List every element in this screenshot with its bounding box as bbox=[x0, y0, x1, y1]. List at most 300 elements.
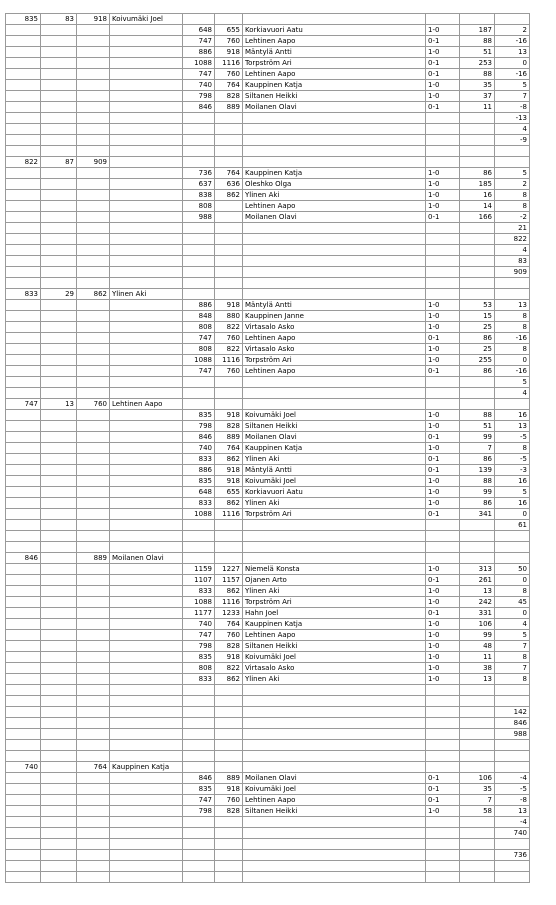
table-cell[interactable]: 86 bbox=[460, 333, 495, 344]
table-cell[interactable]: 1-0 bbox=[426, 586, 460, 597]
table-cell[interactable] bbox=[183, 124, 215, 135]
table-cell[interactable] bbox=[6, 476, 41, 487]
table-cell[interactable]: 764 bbox=[215, 168, 243, 179]
table-cell[interactable]: 13 bbox=[495, 421, 530, 432]
table-cell[interactable]: 1227 bbox=[215, 564, 243, 575]
table-cell[interactable] bbox=[183, 289, 215, 300]
table-cell[interactable] bbox=[41, 410, 77, 421]
table-cell[interactable] bbox=[6, 498, 41, 509]
table-cell[interactable] bbox=[495, 289, 530, 300]
table-cell[interactable]: 99 bbox=[460, 487, 495, 498]
table-cell[interactable] bbox=[110, 135, 183, 146]
table-cell[interactable] bbox=[460, 234, 495, 245]
table-cell[interactable] bbox=[77, 388, 110, 399]
table-cell[interactable] bbox=[41, 685, 77, 696]
table-cell[interactable]: 61 bbox=[495, 520, 530, 531]
table-cell[interactable]: 1-0 bbox=[426, 498, 460, 509]
table-cell[interactable]: 848 bbox=[183, 311, 215, 322]
table-cell[interactable]: Torpström Ari bbox=[243, 509, 426, 520]
table-cell[interactable] bbox=[77, 498, 110, 509]
table-cell[interactable]: 747 bbox=[183, 333, 215, 344]
table-cell[interactable]: Koivumäki Joel bbox=[243, 784, 426, 795]
table-cell[interactable] bbox=[6, 509, 41, 520]
table-cell[interactable]: 862 bbox=[215, 498, 243, 509]
table-cell[interactable] bbox=[243, 113, 426, 124]
table-cell[interactable] bbox=[41, 476, 77, 487]
table-cell[interactable] bbox=[243, 234, 426, 245]
table-cell[interactable]: Lehtinen Aapo bbox=[243, 36, 426, 47]
table-cell[interactable]: 1233 bbox=[215, 608, 243, 619]
table-cell[interactable] bbox=[215, 729, 243, 740]
table-cell[interactable] bbox=[77, 564, 110, 575]
table-cell[interactable] bbox=[6, 674, 41, 685]
table-cell[interactable]: 918 bbox=[215, 784, 243, 795]
table-cell[interactable] bbox=[460, 124, 495, 135]
table-cell[interactable] bbox=[110, 36, 183, 47]
table-cell[interactable]: 918 bbox=[215, 476, 243, 487]
table-cell[interactable]: Moilanen Olavi bbox=[243, 102, 426, 113]
table-cell[interactable]: 99 bbox=[460, 432, 495, 443]
table-cell[interactable]: 798 bbox=[183, 806, 215, 817]
table-cell[interactable] bbox=[110, 839, 183, 850]
table-cell[interactable] bbox=[110, 707, 183, 718]
table-cell[interactable] bbox=[6, 531, 41, 542]
table-cell[interactable] bbox=[183, 267, 215, 278]
table-cell[interactable] bbox=[77, 190, 110, 201]
table-cell[interactable]: 5 bbox=[495, 487, 530, 498]
table-cell[interactable] bbox=[215, 201, 243, 212]
table-cell[interactable] bbox=[41, 234, 77, 245]
table-cell[interactable] bbox=[215, 212, 243, 223]
table-cell[interactable]: Ylinen Aki bbox=[243, 586, 426, 597]
table-cell[interactable] bbox=[110, 443, 183, 454]
table-cell[interactable] bbox=[41, 465, 77, 476]
table-cell[interactable]: 1-0 bbox=[426, 652, 460, 663]
table-cell[interactable]: 53 bbox=[460, 300, 495, 311]
table-cell[interactable] bbox=[41, 333, 77, 344]
table-cell[interactable] bbox=[6, 256, 41, 267]
table-cell[interactable] bbox=[41, 751, 77, 762]
table-cell[interactable] bbox=[183, 872, 215, 883]
table-cell[interactable]: 1116 bbox=[215, 355, 243, 366]
table-cell[interactable] bbox=[41, 542, 77, 553]
table-cell[interactable]: 833 bbox=[183, 454, 215, 465]
table-cell[interactable]: 0 bbox=[495, 58, 530, 69]
table-cell[interactable]: 87 bbox=[41, 157, 77, 168]
table-cell[interactable]: 0-1 bbox=[426, 465, 460, 476]
table-cell[interactable] bbox=[6, 641, 41, 652]
table-cell[interactable]: 5 bbox=[495, 80, 530, 91]
table-cell[interactable]: 0-1 bbox=[426, 432, 460, 443]
table-cell[interactable]: 35 bbox=[460, 784, 495, 795]
table-cell[interactable]: Korkiavuori Aatu bbox=[243, 487, 426, 498]
table-cell[interactable] bbox=[183, 685, 215, 696]
table-cell[interactable] bbox=[41, 531, 77, 542]
table-cell[interactable] bbox=[110, 179, 183, 190]
table-cell[interactable] bbox=[6, 432, 41, 443]
table-cell[interactable] bbox=[6, 168, 41, 179]
table-cell[interactable]: 764 bbox=[215, 619, 243, 630]
table-cell[interactable] bbox=[460, 707, 495, 718]
table-cell[interactable] bbox=[110, 828, 183, 839]
table-cell[interactable] bbox=[41, 454, 77, 465]
table-cell[interactable] bbox=[77, 839, 110, 850]
table-cell[interactable]: Koivumäki Joel bbox=[243, 652, 426, 663]
table-cell[interactable] bbox=[110, 718, 183, 729]
table-cell[interactable]: 862 bbox=[215, 454, 243, 465]
table-cell[interactable]: 889 bbox=[215, 432, 243, 443]
table-cell[interactable]: 88 bbox=[460, 69, 495, 80]
table-cell[interactable] bbox=[495, 839, 530, 850]
table-cell[interactable] bbox=[77, 597, 110, 608]
table-cell[interactable] bbox=[215, 124, 243, 135]
table-cell[interactable]: 835 bbox=[183, 410, 215, 421]
table-cell[interactable] bbox=[426, 113, 460, 124]
table-cell[interactable] bbox=[110, 300, 183, 311]
table-cell[interactable] bbox=[41, 377, 77, 388]
table-cell[interactable] bbox=[41, 850, 77, 861]
table-cell[interactable] bbox=[6, 267, 41, 278]
table-cell[interactable] bbox=[6, 300, 41, 311]
table-cell[interactable]: -8 bbox=[495, 102, 530, 113]
table-cell[interactable] bbox=[77, 432, 110, 443]
table-cell[interactable] bbox=[426, 817, 460, 828]
table-cell[interactable]: 15 bbox=[460, 311, 495, 322]
table-cell[interactable] bbox=[41, 355, 77, 366]
table-cell[interactable] bbox=[183, 223, 215, 234]
table-cell[interactable] bbox=[6, 388, 41, 399]
table-cell[interactable] bbox=[495, 685, 530, 696]
table-cell[interactable]: 2 bbox=[495, 25, 530, 36]
table-cell[interactable] bbox=[6, 223, 41, 234]
table-cell[interactable] bbox=[110, 454, 183, 465]
table-cell[interactable]: 909 bbox=[495, 267, 530, 278]
table-cell[interactable] bbox=[110, 773, 183, 784]
table-cell[interactable]: 86 bbox=[460, 498, 495, 509]
table-cell[interactable]: 11 bbox=[460, 102, 495, 113]
table-cell[interactable] bbox=[77, 113, 110, 124]
table-cell[interactable] bbox=[41, 795, 77, 806]
table-cell[interactable] bbox=[41, 190, 77, 201]
table-cell[interactable] bbox=[426, 146, 460, 157]
table-cell[interactable] bbox=[110, 487, 183, 498]
table-cell[interactable] bbox=[495, 861, 530, 872]
table-cell[interactable] bbox=[243, 388, 426, 399]
table-cell[interactable] bbox=[110, 366, 183, 377]
table-cell[interactable]: 828 bbox=[215, 641, 243, 652]
table-cell[interactable]: 747 bbox=[183, 366, 215, 377]
table-cell[interactable] bbox=[41, 113, 77, 124]
table-cell[interactable]: Koivumäki Joel bbox=[243, 476, 426, 487]
table-cell[interactable]: 1-0 bbox=[426, 322, 460, 333]
table-cell[interactable]: 8 bbox=[495, 201, 530, 212]
table-cell[interactable] bbox=[6, 366, 41, 377]
table-cell[interactable] bbox=[41, 817, 77, 828]
table-cell[interactable]: -9 bbox=[495, 135, 530, 146]
table-cell[interactable] bbox=[6, 850, 41, 861]
table-cell[interactable] bbox=[6, 707, 41, 718]
table-cell[interactable] bbox=[41, 729, 77, 740]
table-cell[interactable] bbox=[41, 135, 77, 146]
table-cell[interactable]: 4 bbox=[495, 388, 530, 399]
table-cell[interactable]: 736 bbox=[183, 168, 215, 179]
table-cell[interactable] bbox=[243, 707, 426, 718]
table-cell[interactable] bbox=[215, 817, 243, 828]
table-cell[interactable] bbox=[243, 520, 426, 531]
table-cell[interactable] bbox=[77, 36, 110, 47]
table-cell[interactable]: 1116 bbox=[215, 58, 243, 69]
table-cell[interactable]: 13 bbox=[460, 586, 495, 597]
table-cell[interactable] bbox=[6, 102, 41, 113]
table-cell[interactable]: 1-0 bbox=[426, 630, 460, 641]
table-cell[interactable]: 86 bbox=[460, 168, 495, 179]
table-cell[interactable] bbox=[77, 344, 110, 355]
table-cell[interactable]: Lehtinen Aapo bbox=[243, 630, 426, 641]
table-cell[interactable] bbox=[77, 784, 110, 795]
table-cell[interactable]: 798 bbox=[183, 641, 215, 652]
table-cell[interactable] bbox=[110, 465, 183, 476]
table-cell[interactable]: 747 bbox=[183, 630, 215, 641]
table-cell[interactable] bbox=[215, 685, 243, 696]
table-cell[interactable] bbox=[495, 14, 530, 25]
table-cell[interactable] bbox=[77, 707, 110, 718]
table-cell[interactable]: 1107 bbox=[183, 575, 215, 586]
table-cell[interactable] bbox=[77, 685, 110, 696]
table-cell[interactable]: 8 bbox=[495, 344, 530, 355]
table-cell[interactable] bbox=[495, 740, 530, 751]
table-cell[interactable] bbox=[460, 850, 495, 861]
table-cell[interactable] bbox=[110, 388, 183, 399]
table-cell[interactable] bbox=[215, 278, 243, 289]
table-cell[interactable] bbox=[243, 850, 426, 861]
table-cell[interactable]: Moilanen Olavi bbox=[243, 212, 426, 223]
table-cell[interactable]: Ylinen Aki bbox=[243, 454, 426, 465]
table-cell[interactable] bbox=[243, 729, 426, 740]
table-cell[interactable] bbox=[215, 850, 243, 861]
table-cell[interactable] bbox=[77, 487, 110, 498]
table-cell[interactable] bbox=[6, 652, 41, 663]
table-cell[interactable]: 1-0 bbox=[426, 201, 460, 212]
table-cell[interactable] bbox=[77, 69, 110, 80]
table-cell[interactable] bbox=[41, 421, 77, 432]
table-cell[interactable]: 1-0 bbox=[426, 564, 460, 575]
table-cell[interactable] bbox=[77, 872, 110, 883]
table-cell[interactable] bbox=[110, 619, 183, 630]
table-cell[interactable] bbox=[6, 344, 41, 355]
table-cell[interactable]: Kauppinen Katja bbox=[243, 168, 426, 179]
table-cell[interactable]: 106 bbox=[460, 773, 495, 784]
table-cell[interactable] bbox=[41, 124, 77, 135]
table-cell[interactable] bbox=[243, 289, 426, 300]
table-cell[interactable]: 760 bbox=[215, 69, 243, 80]
table-cell[interactable]: 0 bbox=[495, 509, 530, 520]
table-cell[interactable] bbox=[110, 421, 183, 432]
table-cell[interactable] bbox=[110, 531, 183, 542]
table-cell[interactable]: 1-0 bbox=[426, 663, 460, 674]
table-cell[interactable]: 808 bbox=[183, 663, 215, 674]
table-cell[interactable]: 740 bbox=[495, 828, 530, 839]
table-cell[interactable] bbox=[110, 729, 183, 740]
table-cell[interactable]: 13 bbox=[495, 300, 530, 311]
table-cell[interactable] bbox=[243, 146, 426, 157]
table-cell[interactable]: 822 bbox=[6, 157, 41, 168]
table-cell[interactable] bbox=[215, 553, 243, 564]
table-cell[interactable]: 261 bbox=[460, 575, 495, 586]
table-cell[interactable]: 8 bbox=[495, 674, 530, 685]
table-cell[interactable] bbox=[110, 575, 183, 586]
table-cell[interactable]: 988 bbox=[183, 212, 215, 223]
table-cell[interactable] bbox=[243, 828, 426, 839]
table-cell[interactable] bbox=[77, 201, 110, 212]
table-cell[interactable] bbox=[6, 773, 41, 784]
table-cell[interactable] bbox=[243, 245, 426, 256]
table-cell[interactable]: 8 bbox=[495, 652, 530, 663]
table-cell[interactable] bbox=[77, 322, 110, 333]
table-cell[interactable]: 16 bbox=[495, 498, 530, 509]
table-cell[interactable] bbox=[77, 300, 110, 311]
table-cell[interactable] bbox=[41, 740, 77, 751]
table-cell[interactable] bbox=[215, 520, 243, 531]
table-cell[interactable] bbox=[6, 542, 41, 553]
table-cell[interactable] bbox=[41, 102, 77, 113]
table-cell[interactable]: 838 bbox=[183, 190, 215, 201]
table-cell[interactable]: 1157 bbox=[215, 575, 243, 586]
table-cell[interactable]: 7 bbox=[460, 443, 495, 454]
table-cell[interactable] bbox=[110, 234, 183, 245]
table-cell[interactable] bbox=[41, 718, 77, 729]
table-cell[interactable]: 828 bbox=[215, 421, 243, 432]
table-cell[interactable] bbox=[6, 465, 41, 476]
table-cell[interactable] bbox=[77, 828, 110, 839]
table-cell[interactable] bbox=[77, 102, 110, 113]
table-cell[interactable]: Siltanen Heikki bbox=[243, 641, 426, 652]
table-cell[interactable] bbox=[426, 718, 460, 729]
table-cell[interactable] bbox=[183, 399, 215, 410]
table-cell[interactable]: 13 bbox=[41, 399, 77, 410]
table-cell[interactable]: 331 bbox=[460, 608, 495, 619]
table-cell[interactable] bbox=[426, 872, 460, 883]
table-cell[interactable]: -2 bbox=[495, 212, 530, 223]
table-cell[interactable] bbox=[183, 718, 215, 729]
table-cell[interactable] bbox=[77, 311, 110, 322]
table-cell[interactable] bbox=[460, 542, 495, 553]
table-cell[interactable]: 736 bbox=[495, 850, 530, 861]
table-cell[interactable] bbox=[110, 245, 183, 256]
table-cell[interactable] bbox=[426, 135, 460, 146]
table-cell[interactable]: 16 bbox=[460, 190, 495, 201]
table-cell[interactable] bbox=[110, 476, 183, 487]
table-cell[interactable]: 889 bbox=[77, 553, 110, 564]
table-cell[interactable]: 35 bbox=[460, 80, 495, 91]
table-cell[interactable] bbox=[110, 740, 183, 751]
table-cell[interactable]: 808 bbox=[183, 344, 215, 355]
table-cell[interactable] bbox=[77, 806, 110, 817]
table-cell[interactable]: 846 bbox=[183, 773, 215, 784]
table-cell[interactable] bbox=[41, 608, 77, 619]
table-cell[interactable] bbox=[77, 212, 110, 223]
table-cell[interactable] bbox=[41, 806, 77, 817]
table-cell[interactable] bbox=[495, 751, 530, 762]
table-cell[interactable]: Niemelä Konsta bbox=[243, 564, 426, 575]
table-cell[interactable]: 1-0 bbox=[426, 641, 460, 652]
table-cell[interactable] bbox=[77, 377, 110, 388]
table-cell[interactable] bbox=[6, 212, 41, 223]
table-cell[interactable]: Lehtinen Aapo bbox=[243, 366, 426, 377]
table-cell[interactable]: Kauppinen Katja bbox=[243, 80, 426, 91]
table-cell[interactable]: 0-1 bbox=[426, 58, 460, 69]
table-cell[interactable]: 8 bbox=[495, 443, 530, 454]
table-cell[interactable]: Ylinen Aki bbox=[243, 190, 426, 201]
table-cell[interactable]: Mäntylä Antti bbox=[243, 465, 426, 476]
table-cell[interactable]: 889 bbox=[215, 773, 243, 784]
table-cell[interactable] bbox=[77, 696, 110, 707]
table-cell[interactable] bbox=[41, 91, 77, 102]
table-cell[interactable] bbox=[495, 542, 530, 553]
table-cell[interactable] bbox=[6, 861, 41, 872]
table-cell[interactable] bbox=[183, 14, 215, 25]
table-cell[interactable]: -5 bbox=[495, 454, 530, 465]
table-cell[interactable] bbox=[426, 223, 460, 234]
table-cell[interactable] bbox=[6, 47, 41, 58]
table-cell[interactable]: Kauppinen Katja bbox=[243, 443, 426, 454]
table-cell[interactable] bbox=[460, 377, 495, 388]
table-cell[interactable] bbox=[215, 707, 243, 718]
table-cell[interactable]: Ylinen Aki bbox=[110, 289, 183, 300]
table-cell[interactable]: 740 bbox=[183, 80, 215, 91]
table-cell[interactable]: 1-0 bbox=[426, 476, 460, 487]
table-cell[interactable] bbox=[215, 256, 243, 267]
table-cell[interactable] bbox=[6, 80, 41, 91]
table-cell[interactable]: Ylinen Aki bbox=[243, 674, 426, 685]
table-cell[interactable] bbox=[460, 740, 495, 751]
table-cell[interactable]: -5 bbox=[495, 784, 530, 795]
table-cell[interactable] bbox=[77, 652, 110, 663]
table-cell[interactable] bbox=[6, 729, 41, 740]
table-cell[interactable]: 740 bbox=[6, 762, 41, 773]
table-cell[interactable] bbox=[41, 311, 77, 322]
table-cell[interactable]: 187 bbox=[460, 25, 495, 36]
table-cell[interactable]: 0-1 bbox=[426, 784, 460, 795]
table-cell[interactable]: 86 bbox=[460, 454, 495, 465]
table-cell[interactable]: Ojanen Arto bbox=[243, 575, 426, 586]
table-cell[interactable] bbox=[41, 828, 77, 839]
table-cell[interactable] bbox=[77, 91, 110, 102]
table-cell[interactable] bbox=[460, 872, 495, 883]
table-cell[interactable]: Oleshko Olga bbox=[243, 179, 426, 190]
table-cell[interactable]: 760 bbox=[215, 795, 243, 806]
table-cell[interactable] bbox=[41, 652, 77, 663]
table-cell[interactable] bbox=[77, 278, 110, 289]
table-cell[interactable]: Lehtinen Aapo bbox=[243, 795, 426, 806]
table-cell[interactable] bbox=[243, 751, 426, 762]
table-cell[interactable] bbox=[183, 751, 215, 762]
table-cell[interactable] bbox=[495, 531, 530, 542]
table-cell[interactable] bbox=[77, 575, 110, 586]
table-cell[interactable] bbox=[110, 311, 183, 322]
table-cell[interactable] bbox=[6, 630, 41, 641]
table-cell[interactable]: 835 bbox=[183, 476, 215, 487]
table-cell[interactable]: 4 bbox=[495, 619, 530, 630]
table-cell[interactable]: 918 bbox=[215, 300, 243, 311]
table-cell[interactable] bbox=[110, 850, 183, 861]
table-cell[interactable] bbox=[183, 542, 215, 553]
table-cell[interactable]: 1-0 bbox=[426, 344, 460, 355]
table-cell[interactable]: 166 bbox=[460, 212, 495, 223]
table-cell[interactable] bbox=[110, 355, 183, 366]
table-cell[interactable]: Siltanen Heikki bbox=[243, 806, 426, 817]
table-cell[interactable]: 139 bbox=[460, 465, 495, 476]
table-cell[interactable] bbox=[77, 531, 110, 542]
